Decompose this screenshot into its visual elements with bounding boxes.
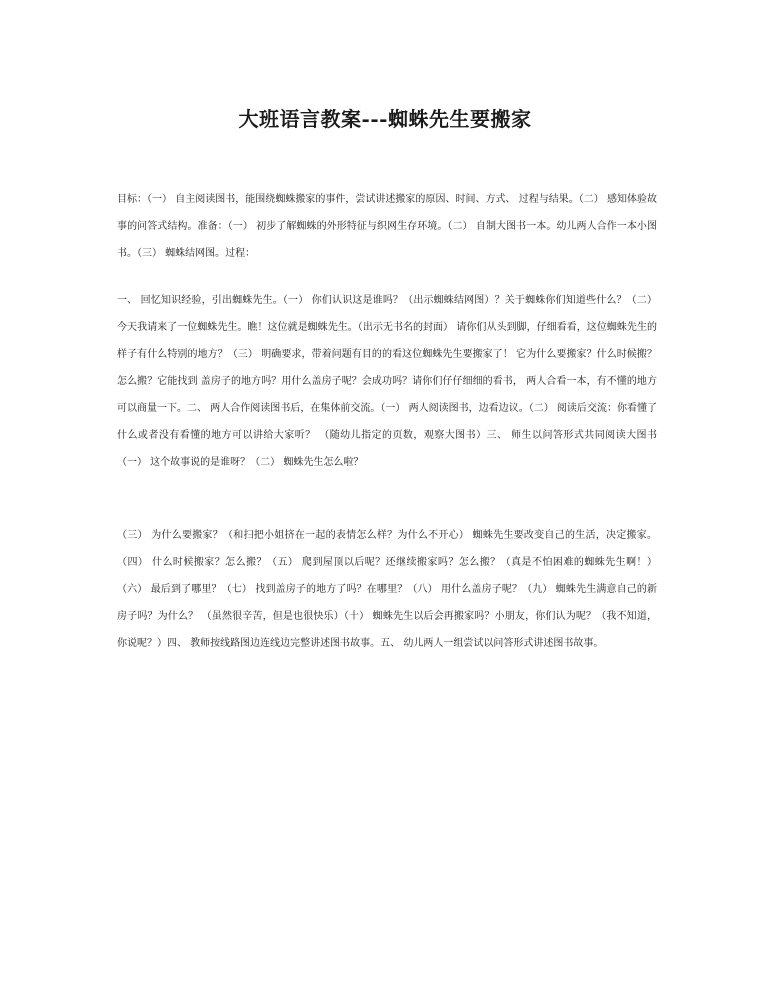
document-title: 大班语言教案---蜘蛛先生要搬家 (238, 107, 532, 132)
paragraph-process-part1: 一、 回忆知识经验，引出蜘蛛先生。（一） 你们认识这是谁吗？（出示蜘蛛结网图）？关于蜘蛛你们知道些什么？（二） 今天我请来了一位蜘蛛先生。瞧！这位就是蜘蛛先生。（出示无书名的封面） 请你们从头到脚，仔细看看，这位蜘蛛先生的样子有什么特别的地方？（三） 明确要求，带着问题有目的的看这位蜘蛛先生要搬家了！ 它为什么要搬家？什么时候搬？怎么搬？它能找到 盖房子的地方吗？用什么盖房子呢？会成功吗？请你们仔仔细细的看书， 两人合看一本，有不懂的地方可以商量一下。二、 两人合作阅读图书后，在集体前交流。（一） 两人阅读图书，边看边议。（二） 阅读后交流：你看懂了什么或者没有看懂的地方可以讲给大家听？ （随幼儿指定的页数，观察大图书）三、 师生以问答形式共同阅读大图书（一） 这个故事说的是谁呀？（二） 蜘蛛先生怎么啦？ (117, 295, 657, 468)
paragraph-process-part2: （三） 为什么要搬家？（和扫把小姐挤在一起的表情怎么样？为什么不开心） 蜘蛛先生要改变自己的生活，决定搬家。（四） 什么时候搬家？怎么搬？（五） 爬到屋顶以后呢？还继续搬家吗？怎么搬？（真是不怕困难的蜘蛛先生啊！）（六） 最后到了哪里？（七） 找到盖房子的地方了吗？在哪里？（八） 用什么盖房子呢？（九） 蜘蛛先生满意自己的新房子吗？为什么？ （虽然很辛苦，但是也很快乐）（十） 蜘蛛先生以后会再搬家吗？小朋友，你们认为呢？（我不知道，你说呢？）四、 教师按线路图边连线边完整讲述图书故事。五、 幼儿两人一组尝试以问答形式讲述图书故事。 (117, 530, 657, 649)
paragraph-goals-preparation: 目标：（一） 自主阅读图书，能围绕蜘蛛搬家的事件，尝试讲述搬家的原因、时间、方式、 过程与结果。（二） 感知体验故事的问答式结构。准备：（一） 初步了解蜘蛛的外形特征与织网生存环境。（二） 自制大图书一本。幼儿两人合作一本小图书。（三） 蜘蛛结网图。过程： (117, 194, 657, 259)
